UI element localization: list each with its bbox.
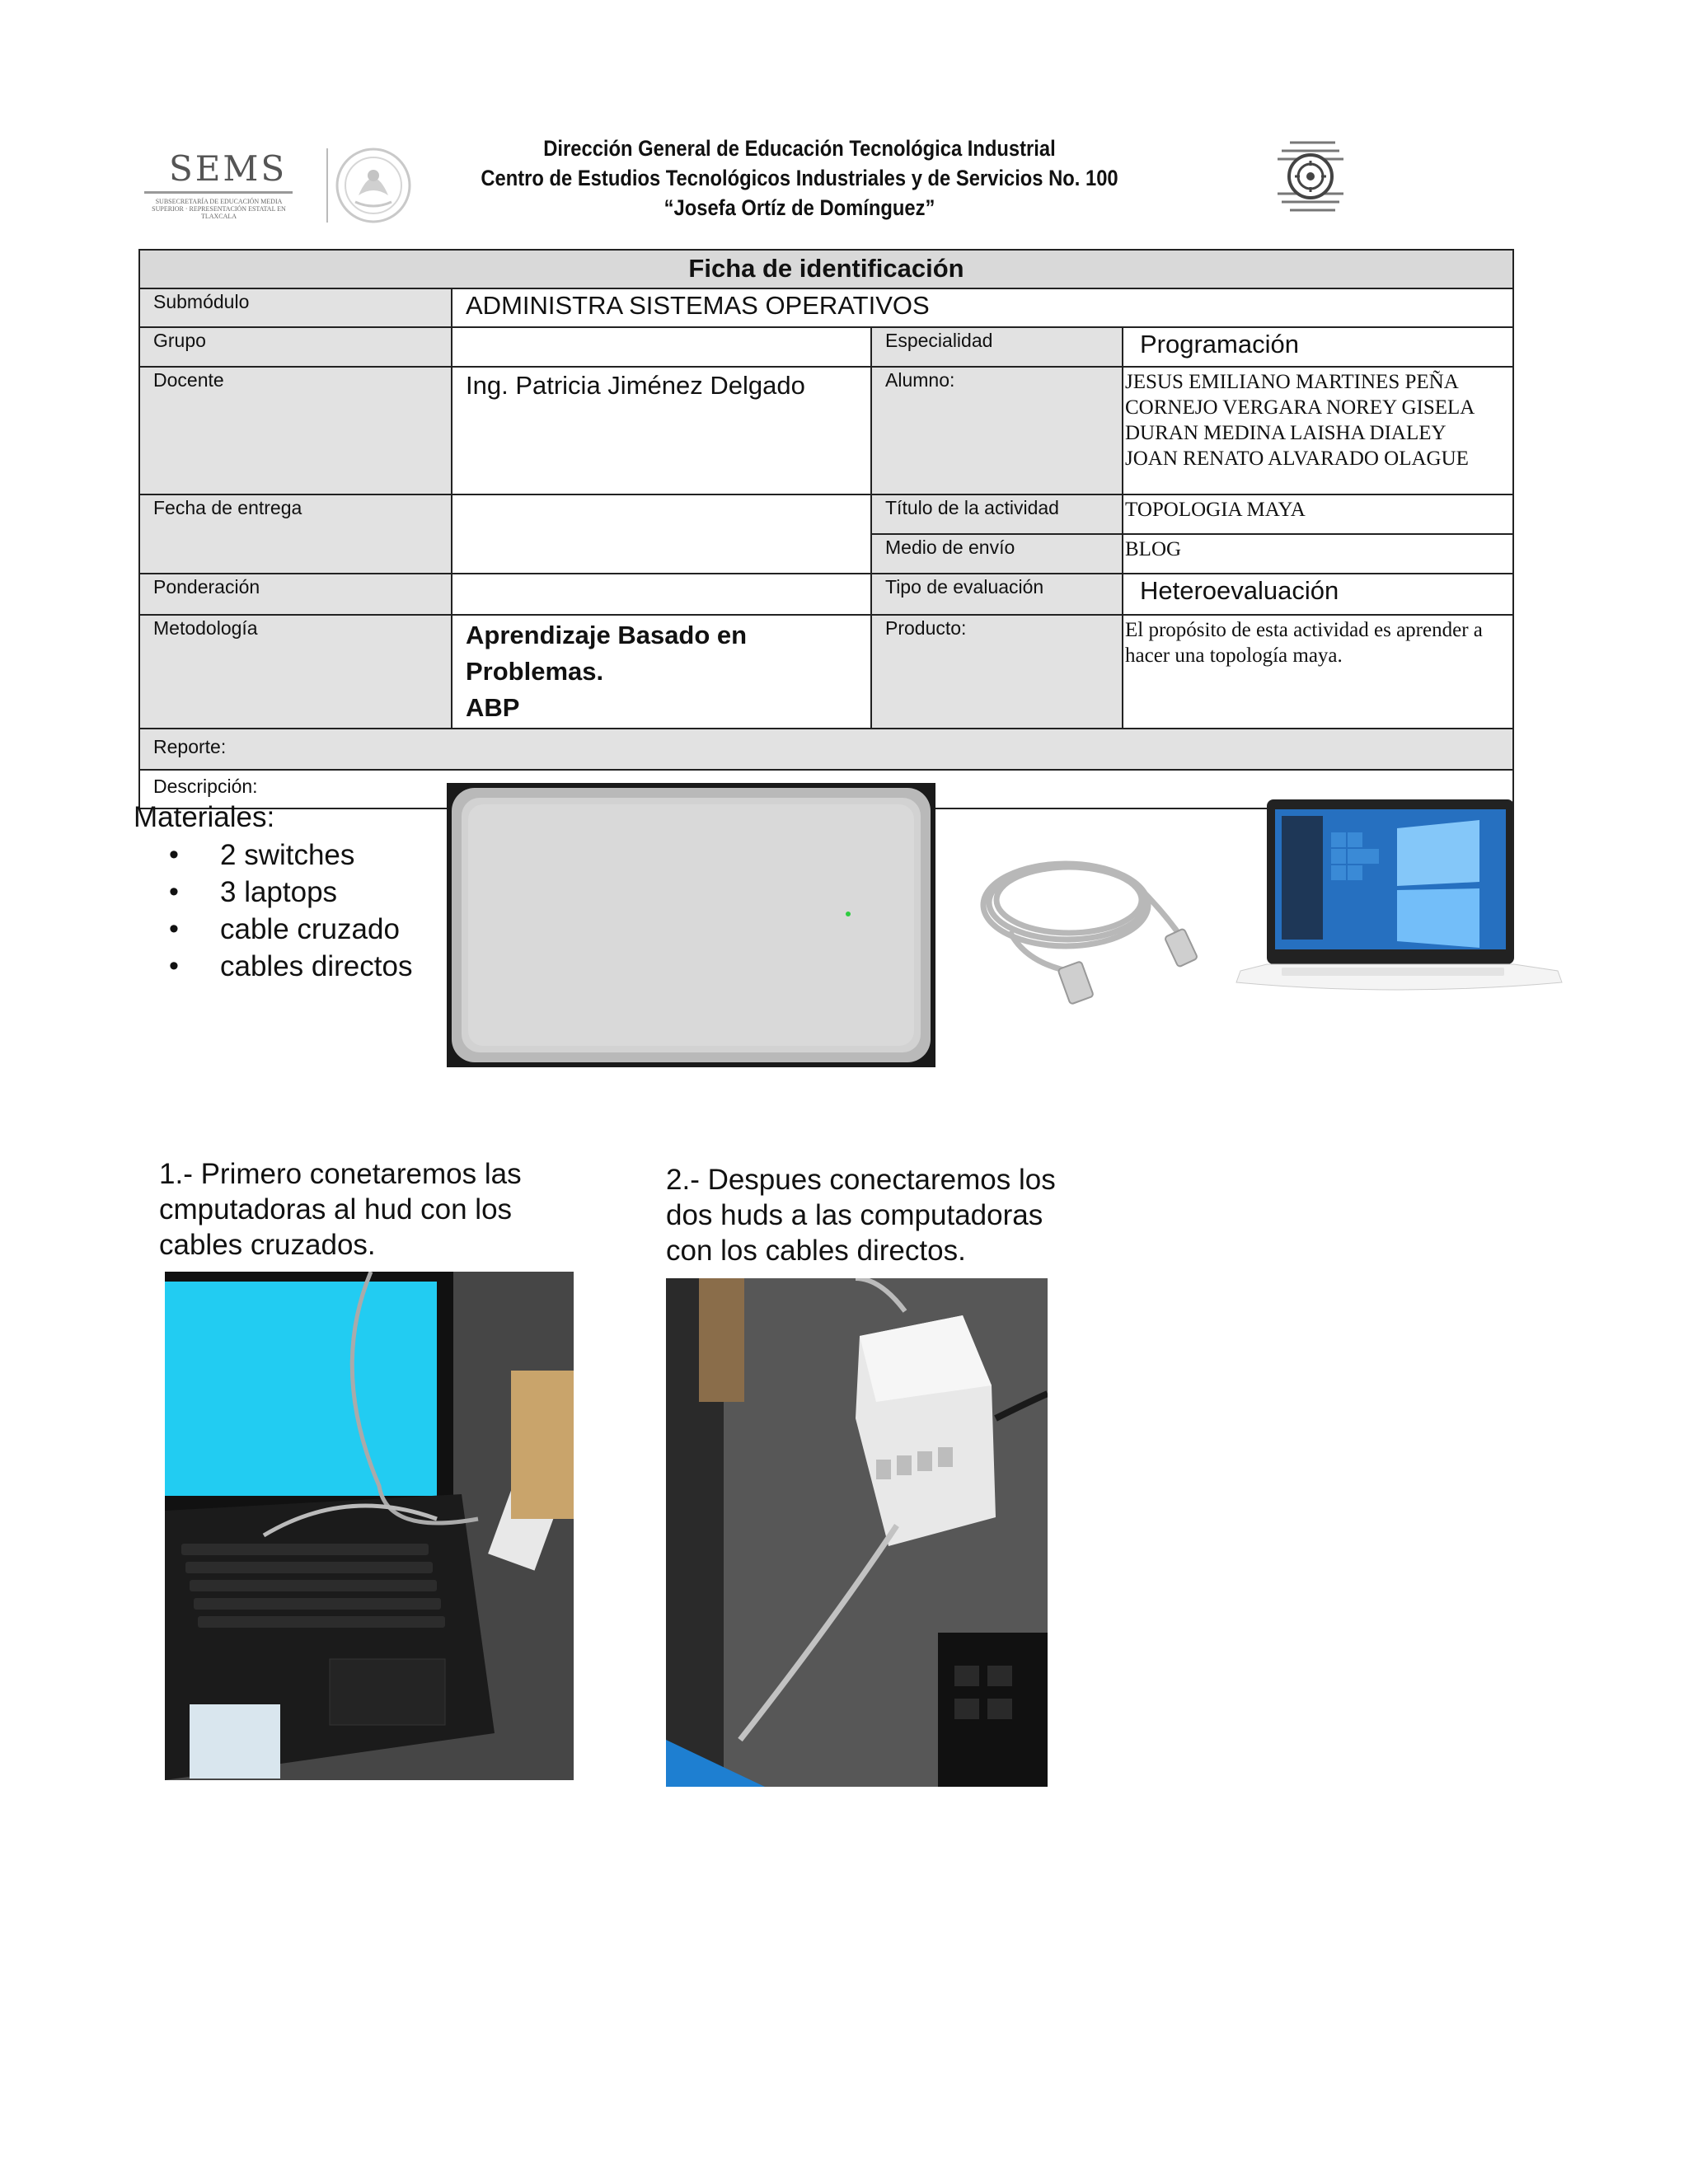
header-line-2: Centro de Estudios Tecnológicos Industriales y de Servicios No. 100 bbox=[481, 166, 1118, 190]
reporte-label: Reporte: bbox=[139, 729, 1513, 770]
sems-logo-word: SEMS bbox=[169, 148, 288, 189]
grupo-value bbox=[452, 327, 871, 367]
titulo-label: Título de la actividad bbox=[871, 494, 1123, 534]
table-title: Ficha de identificación bbox=[139, 250, 1513, 288]
materials-list bbox=[169, 837, 412, 985]
laptop-photo bbox=[1232, 791, 1566, 1034]
submodulo-value: ADMINISTRA SISTEMAS OPERATIVOS bbox=[452, 288, 1513, 327]
metodologia-line-1: Aprendizaje Basado en Problemas. bbox=[466, 621, 748, 686]
producto-value: El propósito de esta actividad es aprender a hacer una topología maya. bbox=[1123, 615, 1513, 729]
switch-photo bbox=[447, 783, 935, 1067]
institution-header bbox=[473, 134, 1126, 223]
list-item: • 2 switches bbox=[169, 837, 412, 874]
docente-label: Docente bbox=[139, 367, 452, 494]
list-item: • cables directos bbox=[169, 948, 412, 985]
medio-value: BLOG bbox=[1123, 534, 1513, 574]
cetis-logo-icon bbox=[1273, 136, 1348, 214]
alumnos-list bbox=[1123, 367, 1513, 494]
fecha-label: Fecha de entrega bbox=[139, 494, 452, 574]
alumno-name: JOAN RENATO ALVARADO OLAGUE bbox=[1125, 448, 1469, 470]
producto-label: Producto: bbox=[871, 615, 1123, 729]
step-1-text: 1.- Primero conetaremos las cmputadoras al hud con los cables cruzados. bbox=[159, 1158, 522, 1261]
alumno-label: Alumno: bbox=[871, 367, 1123, 494]
especialidad-value: Programación bbox=[1123, 327, 1513, 367]
header-line-3: “Josefa Ortíz de Domínguez” bbox=[663, 195, 935, 220]
grupo-label: Grupo bbox=[139, 327, 452, 367]
step-2-photo bbox=[666, 1278, 1048, 1787]
metodologia-label: Metodología bbox=[139, 615, 452, 729]
alumno-name: CORNEJO VERGARA NOREY GISELA bbox=[1125, 396, 1475, 419]
materials-heading: Materiales: bbox=[134, 801, 275, 833]
step-2-text: 2.- Despues conectaremos los dos huds a las computadoras con los cables directos. bbox=[666, 1164, 1056, 1267]
alumno-name: DURAN MEDINA LAISHA DIALEY bbox=[1125, 422, 1447, 444]
header-line-1: Dirección General de Educación Tecnológica Industrial bbox=[543, 136, 1056, 161]
especialidad-label: Especialidad bbox=[871, 327, 1123, 367]
medio-label: Medio de envío bbox=[871, 534, 1123, 574]
submodulo-label: Submódulo bbox=[139, 288, 452, 327]
ethernet-cable-photo bbox=[977, 841, 1199, 1014]
descripcion-label: Descripción: bbox=[139, 770, 1513, 808]
ponderacion-label: Ponderación bbox=[139, 574, 452, 615]
metodologia-value bbox=[452, 615, 871, 729]
sems-logo-rule bbox=[144, 191, 293, 194]
list-item: • 3 laptops bbox=[169, 874, 412, 911]
docente-value: Ing. Patricia Jiménez Delgado bbox=[452, 367, 871, 494]
sems-logo-subtitle: SUBSECRETARÍA DE EDUCACIÓN MEDIA SUPERIOR · REPRESENTACIÓN ESTATAL EN TLAXCALA bbox=[152, 198, 286, 220]
identification-table bbox=[138, 249, 1514, 809]
fecha-value bbox=[452, 494, 871, 574]
step-1-photo bbox=[165, 1272, 574, 1780]
list-item: • cable cruzado bbox=[169, 911, 412, 948]
titulo-value: TOPOLOGIA MAYA bbox=[1123, 494, 1513, 534]
sems-logo bbox=[136, 148, 301, 223]
alumno-name: JESUS EMILIANO MARTINES PEÑA bbox=[1125, 371, 1459, 393]
tipo-evaluacion-label: Tipo de evaluación bbox=[871, 574, 1123, 615]
tipo-evaluacion-value: Heteroevaluación bbox=[1123, 574, 1513, 615]
mexico-seal-icon bbox=[326, 144, 412, 227]
metodologia-line-2: ABP bbox=[466, 693, 520, 722]
ponderacion-value bbox=[452, 574, 871, 615]
